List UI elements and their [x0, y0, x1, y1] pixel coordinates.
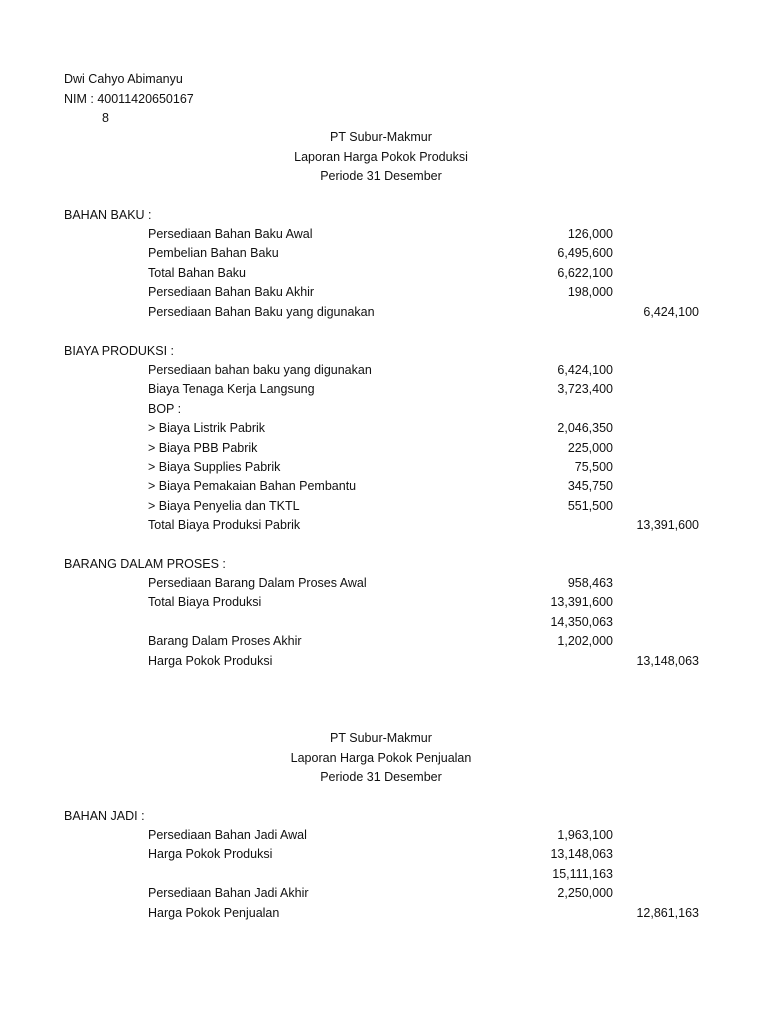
row-label: Pembelian Bahan Baku [148, 246, 279, 261]
row-amount: 75,500 [574, 460, 613, 474]
report1-title: Laporan Harga Pokok Produksi [294, 150, 468, 164]
header-extra: 8 [102, 111, 109, 125]
section-heading-bahan-jadi: BAHAN JADI : [64, 809, 145, 823]
row-total: 13,148,063 [636, 653, 699, 668]
student-nim: NIM : 40011420650167 [64, 92, 194, 106]
row-label: Persediaan Bahan Baku yang digunakan [148, 304, 375, 319]
row-amount: 225,000 [567, 440, 613, 455]
row-label: > Biaya Supplies Pabrik [148, 460, 281, 474]
row-total: 13,391,600 [636, 518, 699, 533]
report2-company: PT Subur-Makmur [330, 731, 432, 745]
row-label: Persediaan Bahan Baku Akhir [148, 285, 315, 300]
row-label: Harga Pokok Produksi [148, 653, 273, 668]
row-label: > Biaya PBB Pabrik [148, 440, 258, 455]
report1-company: PT Subur-Makmur [330, 130, 432, 144]
row-total: 6,424,100 [643, 304, 699, 319]
row-label: > Biaya Listrik Pabrik [148, 421, 266, 436]
row-label: Total Biaya Produksi [148, 595, 262, 610]
student-name: Dwi Cahyo Abimanyu [64, 72, 183, 86]
row-label: Biaya Tenaga Kerja Langsung [148, 382, 315, 397]
row-amount: 6,424,100 [557, 363, 613, 377]
row-amount: 13,391,600 [550, 595, 613, 610]
row-label: Harga Pokok Penjualan [148, 905, 280, 920]
row-label: Persediaan Bahan Jadi Akhir [148, 886, 309, 901]
row-label: Total Bahan Baku [148, 265, 246, 280]
row-label: Persediaan bahan baku yang digunakan [148, 363, 372, 377]
row-amount: 1,963,100 [557, 828, 613, 842]
row-label: > Biaya Pemakaian Bahan Pembantu [148, 479, 357, 494]
row-amount: 1,202,000 [557, 634, 613, 649]
row-label: Persediaan Barang Dalam Proses Awal [148, 576, 367, 590]
row-amount: 2,046,350 [557, 421, 613, 436]
row-total: 12,861,163 [636, 905, 699, 920]
section-heading-bahan-baku: BAHAN BAKU : [64, 208, 152, 222]
row-label: Total Biaya Produksi Pabrik [148, 518, 301, 533]
row-label: BOP : [148, 401, 182, 416]
row-amount: 126,000 [567, 227, 613, 241]
row-amount: 198,000 [567, 285, 613, 300]
row-amount: 551,500 [567, 498, 613, 513]
row-amount: 2,250,000 [557, 886, 613, 901]
row-amount: 14,350,063 [550, 614, 613, 629]
row-label: Barang Dalam Proses Akhir [148, 634, 302, 649]
row-amount: 6,622,100 [557, 265, 613, 280]
row-label: Harga Pokok Produksi [148, 847, 273, 862]
report1-period: Periode 31 Desember [320, 169, 442, 183]
row-amount: 958,463 [567, 576, 613, 590]
row-label: Persediaan Bahan Baku Awal [148, 227, 313, 241]
row-amount: 15,111,163 [552, 866, 613, 881]
row-amount: 13,148,063 [550, 847, 613, 862]
row-amount: 3,723,400 [557, 382, 613, 397]
report2-title: Laporan Harga Pokok Penjualan [290, 751, 472, 765]
section-heading-barang-dalam-proses: BARANG DALAM PROSES : [64, 557, 226, 571]
row-label: Persediaan Bahan Jadi Awal [148, 828, 307, 842]
report2-period: Periode 31 Desember [320, 770, 442, 784]
row-amount: 345,750 [567, 479, 613, 494]
row-label: > Biaya Penyelia dan TKTL [148, 498, 300, 513]
section-heading-biaya-produksi: BIAYA PRODUKSI : [64, 344, 174, 358]
row-amount: 6,495,600 [557, 246, 613, 261]
